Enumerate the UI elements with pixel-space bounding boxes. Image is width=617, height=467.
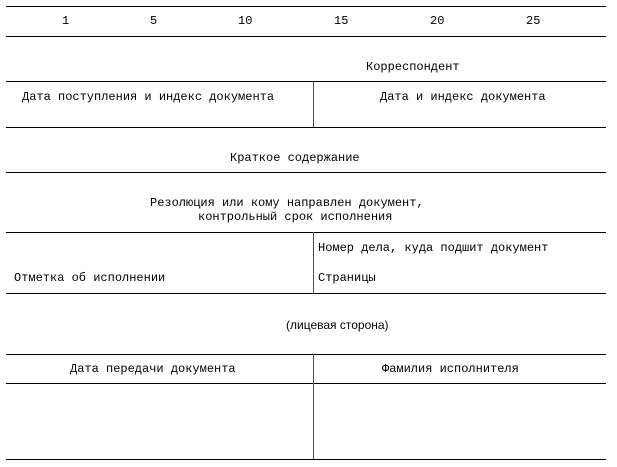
rule-4 bbox=[6, 172, 606, 173]
ruler-mark-1: 1 bbox=[62, 14, 70, 28]
ruler-mark-20: 20 bbox=[430, 14, 445, 28]
correspondent-label: Корреспондент bbox=[366, 60, 460, 74]
execution-mark-label: Отметка об исполнении bbox=[14, 271, 166, 285]
rule-7 bbox=[6, 354, 606, 355]
ruler-mark-15: 15 bbox=[334, 14, 349, 28]
divider-execution bbox=[313, 232, 314, 293]
rule-5 bbox=[6, 232, 606, 233]
ruler-mark-25: 25 bbox=[526, 14, 541, 28]
rule-8 bbox=[6, 383, 606, 384]
rule-6 bbox=[6, 293, 606, 294]
ruler-mark-5: 5 bbox=[150, 14, 158, 28]
resolution-label-line2: контрольный срок исполнения bbox=[198, 210, 393, 224]
divider-date-index bbox=[313, 81, 314, 127]
executor-name-label: Фамилия исполнителя bbox=[382, 362, 519, 376]
rule-3 bbox=[6, 127, 606, 128]
divider-transfer bbox=[313, 354, 314, 459]
rule-top bbox=[6, 6, 606, 7]
front-side-caption: (лицевая сторона) bbox=[286, 318, 389, 332]
receipt-date-index-label: Дата поступления и индекс документа bbox=[22, 90, 275, 104]
rule-bottom bbox=[6, 459, 606, 460]
rule-1 bbox=[6, 36, 606, 37]
document-date-index-label: Дата и индекс документа bbox=[380, 90, 546, 104]
pages-label: Страницы bbox=[318, 271, 376, 285]
case-number-label: Номер дела, куда подшит документ bbox=[318, 241, 549, 255]
resolution-label-line1: Резолюция или кому направлен документ, bbox=[150, 196, 424, 210]
summary-label: Краткое содержание bbox=[230, 151, 360, 165]
ruler-mark-10: 10 bbox=[238, 14, 253, 28]
transfer-date-label: Дата передачи документа bbox=[70, 362, 236, 376]
rule-2 bbox=[6, 81, 606, 82]
